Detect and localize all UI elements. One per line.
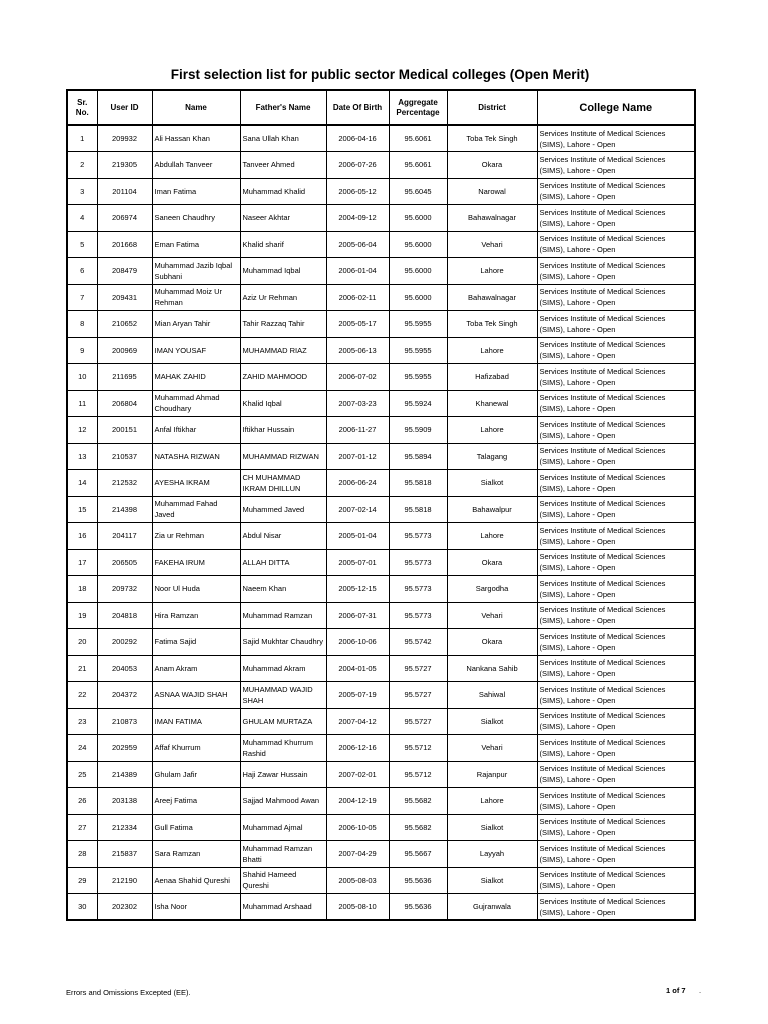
table-row — [67, 629, 695, 656]
cell-date-of-birth: 2007-04-29 — [326, 841, 389, 868]
cell-fathers-name: Muhammad Ajmal — [240, 814, 326, 841]
cell-aggregate-percentage: 95.5727 — [389, 655, 447, 682]
cell-district: Vehari — [447, 735, 537, 762]
cell-user-id: 201104 — [97, 178, 152, 205]
cell-sr-no: 28 — [67, 841, 97, 868]
cell-district: Gujranwala — [447, 894, 537, 921]
cell-name: Muhammad Fahad Javed — [152, 496, 240, 523]
table-row — [67, 205, 695, 232]
cell-fathers-name: Aziz Ur Rehman — [240, 284, 326, 311]
cell-date-of-birth: 2006-05-12 — [326, 178, 389, 205]
page-title: First selection list for public sector Medical colleges (Open Merit) — [170, 67, 590, 82]
cell-date-of-birth: 2005-08-03 — [326, 867, 389, 894]
cell-name: Noor Ul Huda — [152, 576, 240, 603]
cell-user-id: 212334 — [97, 814, 152, 841]
cell-date-of-birth: 2006-04-16 — [326, 125, 389, 152]
cell-fathers-name: CH MUHAMMAD IKRAM DHILLUN — [240, 470, 326, 497]
cell-aggregate-percentage: 95.5955 — [389, 364, 447, 391]
cell-district: Toba Tek Singh — [447, 125, 537, 152]
cell-district: Lahore — [447, 337, 537, 364]
table-row — [67, 443, 695, 470]
cell-district: Rajanpur — [447, 761, 537, 788]
table-row — [67, 655, 695, 682]
table-header-row — [67, 90, 695, 125]
cell-user-id: 219305 — [97, 152, 152, 179]
cell-date-of-birth: 2007-01-12 — [326, 443, 389, 470]
cell-sr-no: 16 — [67, 523, 97, 550]
cell-district: Nankana Sahib — [447, 655, 537, 682]
cell-user-id: 203138 — [97, 788, 152, 815]
cell-aggregate-percentage: 95.6061 — [389, 125, 447, 152]
cell-fathers-name: MUHAMMAD RIAZ — [240, 337, 326, 364]
cell-district: Sialkot — [447, 814, 537, 841]
cell-name: Zia ur Rehman — [152, 523, 240, 550]
cell-name: Affaf Khurrum — [152, 735, 240, 762]
table-row — [67, 125, 695, 152]
cell-user-id: 208479 — [97, 258, 152, 285]
cell-aggregate-percentage: 95.6000 — [389, 231, 447, 258]
cell-fathers-name: ALLAH DITTA — [240, 549, 326, 576]
cell-name: Ghulam Jafir — [152, 761, 240, 788]
cell-aggregate-percentage: 95.5894 — [389, 443, 447, 470]
header-aggregate-percentage: Aggregate Percentage — [389, 90, 447, 125]
page-number: 1 of 7 — [666, 986, 686, 995]
cell-sr-no: 4 — [67, 205, 97, 232]
cell-sr-no: 29 — [67, 867, 97, 894]
cell-fathers-name: Muhammad Akram — [240, 655, 326, 682]
table-row — [67, 178, 695, 205]
cell-sr-no: 5 — [67, 231, 97, 258]
header-sr-no: Sr. No. — [67, 90, 97, 125]
cell-date-of-birth: 2005-01-04 — [326, 523, 389, 550]
header-fathers-name: Father's Name — [240, 90, 326, 125]
selection-table — [66, 89, 696, 921]
cell-fathers-name: Abdul Nisar — [240, 523, 326, 550]
cell-name: Aenaa Shahid Qureshi — [152, 867, 240, 894]
cell-date-of-birth: 2006-07-02 — [326, 364, 389, 391]
table-row — [67, 761, 695, 788]
cell-fathers-name: Naseer Akhtar — [240, 205, 326, 232]
cell-district: Khanewal — [447, 390, 537, 417]
cell-college-name: Services Institute of Medical Sciences (SIMS), Lahore - Open — [537, 417, 695, 444]
cell-aggregate-percentage: 95.5924 — [389, 390, 447, 417]
cell-fathers-name: Khalid sharif — [240, 231, 326, 258]
cell-name: Abdullah Tanveer — [152, 152, 240, 179]
cell-name: Iman Fatima — [152, 178, 240, 205]
table-row — [67, 841, 695, 868]
cell-district: Sahiwal — [447, 682, 537, 709]
cell-name: Mian Aryan Tahir — [152, 311, 240, 338]
cell-name: Saneen Chaudhry — [152, 205, 240, 232]
table-row — [67, 258, 695, 285]
cell-college-name: Services Institute of Medical Sciences (SIMS), Lahore - Open — [537, 258, 695, 285]
cell-date-of-birth: 2004-12-19 — [326, 788, 389, 815]
cell-aggregate-percentage: 95.6000 — [389, 205, 447, 232]
cell-fathers-name: Iftikhar Hussain — [240, 417, 326, 444]
cell-fathers-name: Muhammad Arshaad — [240, 894, 326, 921]
cell-user-id: 214389 — [97, 761, 152, 788]
cell-fathers-name: Sajid Mukhtar Chaudhry — [240, 629, 326, 656]
cell-date-of-birth: 2006-12-16 — [326, 735, 389, 762]
cell-fathers-name: Shahid Hameed Qureshi — [240, 867, 326, 894]
cell-name: Areej Fatima — [152, 788, 240, 815]
table-row — [67, 788, 695, 815]
cell-district: Sialkot — [447, 708, 537, 735]
cell-user-id: 206505 — [97, 549, 152, 576]
cell-name: ASNAA WAJID SHAH — [152, 682, 240, 709]
table-row — [67, 311, 695, 338]
cell-user-id: 210537 — [97, 443, 152, 470]
cell-fathers-name: Naeem Khan — [240, 576, 326, 603]
table-row — [67, 894, 695, 921]
table-row — [67, 602, 695, 629]
cell-college-name: Services Institute of Medical Sciences (SIMS), Lahore - Open — [537, 125, 695, 152]
table-row — [67, 231, 695, 258]
cell-college-name: Services Institute of Medical Sciences (SIMS), Lahore - Open — [537, 682, 695, 709]
cell-aggregate-percentage: 95.5682 — [389, 788, 447, 815]
cell-user-id: 204372 — [97, 682, 152, 709]
cell-college-name: Services Institute of Medical Sciences (SIMS), Lahore - Open — [537, 152, 695, 179]
cell-sr-no: 10 — [67, 364, 97, 391]
cell-college-name: Services Institute of Medical Sciences (SIMS), Lahore - Open — [537, 284, 695, 311]
cell-aggregate-percentage: 95.6000 — [389, 258, 447, 285]
cell-fathers-name: Tanveer Ahmed — [240, 152, 326, 179]
cell-sr-no: 17 — [67, 549, 97, 576]
cell-district: Okara — [447, 629, 537, 656]
cell-college-name: Services Institute of Medical Sciences (SIMS), Lahore - Open — [537, 390, 695, 417]
cell-college-name: Services Institute of Medical Sciences (SIMS), Lahore - Open — [537, 443, 695, 470]
cell-name: Eman Fatima — [152, 231, 240, 258]
cell-aggregate-percentage: 95.5773 — [389, 523, 447, 550]
cell-sr-no: 9 — [67, 337, 97, 364]
cell-date-of-birth: 2006-07-26 — [326, 152, 389, 179]
table-row — [67, 337, 695, 364]
cell-district: Vehari — [447, 231, 537, 258]
cell-district: Vehari — [447, 602, 537, 629]
cell-fathers-name: MUHAMMAD RIZWAN — [240, 443, 326, 470]
cell-name: Muhammad Moiz Ur Rehman — [152, 284, 240, 311]
cell-user-id: 200292 — [97, 629, 152, 656]
cell-fathers-name: Muhammad Ramzan Bhatti — [240, 841, 326, 868]
header-district: District — [447, 90, 537, 125]
cell-college-name: Services Institute of Medical Sciences (SIMS), Lahore - Open — [537, 231, 695, 258]
cell-user-id: 200969 — [97, 337, 152, 364]
cell-user-id: 204053 — [97, 655, 152, 682]
table-row — [67, 814, 695, 841]
cell-name: NATASHA RIZWAN — [152, 443, 240, 470]
cell-college-name: Services Institute of Medical Sciences (SIMS), Lahore - Open — [537, 788, 695, 815]
cell-fathers-name: Khalid Iqbal — [240, 390, 326, 417]
cell-sr-no: 21 — [67, 655, 97, 682]
cell-user-id: 212532 — [97, 470, 152, 497]
cell-date-of-birth: 2007-02-14 — [326, 496, 389, 523]
cell-aggregate-percentage: 95.5909 — [389, 417, 447, 444]
cell-college-name: Services Institute of Medical Sciences (SIMS), Lahore - Open — [537, 602, 695, 629]
cell-aggregate-percentage: 95.5742 — [389, 629, 447, 656]
cell-aggregate-percentage: 95.5955 — [389, 311, 447, 338]
cell-sr-no: 23 — [67, 708, 97, 735]
header-college-name: College Name — [537, 90, 695, 125]
cell-name: Anam Akram — [152, 655, 240, 682]
cell-district: Lahore — [447, 417, 537, 444]
cell-sr-no: 24 — [67, 735, 97, 762]
cell-college-name: Services Institute of Medical Sciences (SIMS), Lahore - Open — [537, 470, 695, 497]
cell-district: Bahawalnagar — [447, 284, 537, 311]
cell-date-of-birth: 2006-07-31 — [326, 602, 389, 629]
cell-name: IMAN FATIMA — [152, 708, 240, 735]
footer-disclaimer: Errors and Omissions Excepted (EE). — [66, 988, 191, 997]
cell-college-name: Services Institute of Medical Sciences (SIMS), Lahore - Open — [537, 311, 695, 338]
cell-aggregate-percentage: 95.6045 — [389, 178, 447, 205]
cell-date-of-birth: 2005-06-13 — [326, 337, 389, 364]
cell-name: FAKEHA IRUM — [152, 549, 240, 576]
cell-date-of-birth: 2006-01-04 — [326, 258, 389, 285]
cell-sr-no: 19 — [67, 602, 97, 629]
cell-sr-no: 2 — [67, 152, 97, 179]
table-row — [67, 152, 695, 179]
cell-college-name: Services Institute of Medical Sciences (SIMS), Lahore - Open — [537, 708, 695, 735]
cell-district: Sialkot — [447, 470, 537, 497]
cell-name: Gull Fatima — [152, 814, 240, 841]
cell-user-id: 210652 — [97, 311, 152, 338]
cell-user-id: 204117 — [97, 523, 152, 550]
header-date-of-birth: Date Of Birth — [326, 90, 389, 125]
cell-date-of-birth: 2007-02-01 — [326, 761, 389, 788]
table-row — [67, 390, 695, 417]
cell-date-of-birth: 2006-02-11 — [326, 284, 389, 311]
cell-district: Sialkot — [447, 867, 537, 894]
cell-name: Ali Hassan Khan — [152, 125, 240, 152]
cell-name: MAHAK ZAHID — [152, 364, 240, 391]
cell-name: Muhammad Ahmad Choudhary — [152, 390, 240, 417]
cell-name: Fatima Sajid — [152, 629, 240, 656]
cell-district: Bahawalpur — [447, 496, 537, 523]
cell-college-name: Services Institute of Medical Sciences (SIMS), Lahore - Open — [537, 496, 695, 523]
cell-district: Okara — [447, 549, 537, 576]
cell-fathers-name: Muhammad Iqbal — [240, 258, 326, 285]
cell-sr-no: 8 — [67, 311, 97, 338]
cell-name: AYESHA IKRAM — [152, 470, 240, 497]
cell-aggregate-percentage: 95.5712 — [389, 761, 447, 788]
cell-user-id: 206974 — [97, 205, 152, 232]
cell-fathers-name: Muhammed Javed — [240, 496, 326, 523]
cell-date-of-birth: 2004-01-05 — [326, 655, 389, 682]
table-row — [67, 682, 695, 709]
cell-aggregate-percentage: 95.5727 — [389, 708, 447, 735]
cell-aggregate-percentage: 95.6000 — [389, 284, 447, 311]
cell-college-name: Services Institute of Medical Sciences (SIMS), Lahore - Open — [537, 549, 695, 576]
cell-aggregate-percentage: 95.5955 — [389, 337, 447, 364]
cell-aggregate-percentage: 95.5636 — [389, 894, 447, 921]
cell-date-of-birth: 2006-10-06 — [326, 629, 389, 656]
cell-user-id: 201668 — [97, 231, 152, 258]
table-row — [67, 549, 695, 576]
cell-aggregate-percentage: 95.5773 — [389, 576, 447, 603]
cell-user-id: 215837 — [97, 841, 152, 868]
table-row — [67, 576, 695, 603]
cell-date-of-birth: 2007-03-23 — [326, 390, 389, 417]
cell-aggregate-percentage: 95.5712 — [389, 735, 447, 762]
cell-district: Lahore — [447, 258, 537, 285]
cell-date-of-birth: 2005-06-04 — [326, 231, 389, 258]
cell-user-id: 209431 — [97, 284, 152, 311]
cell-college-name: Services Institute of Medical Sciences (SIMS), Lahore - Open — [537, 629, 695, 656]
cell-name: IMAN YOUSAF — [152, 337, 240, 364]
cell-sr-no: 25 — [67, 761, 97, 788]
header-user-id: User ID — [97, 90, 152, 125]
cell-date-of-birth: 2004-09-12 — [326, 205, 389, 232]
cell-user-id: 214398 — [97, 496, 152, 523]
table-row — [67, 708, 695, 735]
cell-district: Narowal — [447, 178, 537, 205]
cell-date-of-birth: 2006-10-05 — [326, 814, 389, 841]
cell-college-name: Services Institute of Medical Sciences (SIMS), Lahore - Open — [537, 576, 695, 603]
cell-name: Anfal Iftikhar — [152, 417, 240, 444]
cell-user-id: 202302 — [97, 894, 152, 921]
cell-sr-no: 1 — [67, 125, 97, 152]
cell-name: Isha Noor — [152, 894, 240, 921]
cell-user-id: 200151 — [97, 417, 152, 444]
table-row — [67, 735, 695, 762]
footer-dot: . — [699, 986, 702, 995]
cell-college-name: Services Institute of Medical Sciences (SIMS), Lahore - Open — [537, 735, 695, 762]
cell-user-id: 210873 — [97, 708, 152, 735]
cell-aggregate-percentage: 95.5636 — [389, 867, 447, 894]
cell-date-of-birth: 2007-04-12 — [326, 708, 389, 735]
cell-fathers-name: Muhammad Ramzan — [240, 602, 326, 629]
cell-date-of-birth: 2005-08-10 — [326, 894, 389, 921]
cell-sr-no: 6 — [67, 258, 97, 285]
cell-date-of-birth: 2005-05-17 — [326, 311, 389, 338]
cell-sr-no: 30 — [67, 894, 97, 921]
cell-name: Sara Ramzan — [152, 841, 240, 868]
cell-aggregate-percentage: 95.5682 — [389, 814, 447, 841]
cell-sr-no: 20 — [67, 629, 97, 656]
cell-college-name: Services Institute of Medical Sciences (SIMS), Lahore - Open — [537, 867, 695, 894]
cell-sr-no: 27 — [67, 814, 97, 841]
cell-college-name: Services Institute of Medical Sciences (SIMS), Lahore - Open — [537, 761, 695, 788]
cell-date-of-birth: 2005-12-15 — [326, 576, 389, 603]
cell-sr-no: 22 — [67, 682, 97, 709]
cell-district: Sargodha — [447, 576, 537, 603]
cell-aggregate-percentage: 95.5818 — [389, 496, 447, 523]
table-row — [67, 284, 695, 311]
cell-fathers-name: MUHAMMAD WAJID SHAH — [240, 682, 326, 709]
cell-college-name: Services Institute of Medical Sciences (SIMS), Lahore - Open — [537, 178, 695, 205]
cell-fathers-name: Muhammad Khalid — [240, 178, 326, 205]
cell-user-id: 209932 — [97, 125, 152, 152]
cell-date-of-birth: 2006-11-27 — [326, 417, 389, 444]
cell-district: Hafizabad — [447, 364, 537, 391]
table-body — [67, 125, 695, 920]
cell-date-of-birth: 2005-07-19 — [326, 682, 389, 709]
cell-date-of-birth: 2006-06-24 — [326, 470, 389, 497]
cell-college-name: Services Institute of Medical Sciences (SIMS), Lahore - Open — [537, 523, 695, 550]
cell-fathers-name: GHULAM MURTAZA — [240, 708, 326, 735]
cell-college-name: Services Institute of Medical Sciences (SIMS), Lahore - Open — [537, 337, 695, 364]
cell-fathers-name: Muhammad Khurrum Rashid — [240, 735, 326, 762]
cell-sr-no: 26 — [67, 788, 97, 815]
cell-sr-no: 13 — [67, 443, 97, 470]
cell-district: Talagang — [447, 443, 537, 470]
cell-user-id: 204818 — [97, 602, 152, 629]
cell-user-id: 212190 — [97, 867, 152, 894]
cell-fathers-name: Haji Zawar Hussain — [240, 761, 326, 788]
cell-college-name: Services Institute of Medical Sciences (SIMS), Lahore - Open — [537, 655, 695, 682]
cell-sr-no: 15 — [67, 496, 97, 523]
cell-college-name: Services Institute of Medical Sciences (SIMS), Lahore - Open — [537, 205, 695, 232]
table-row — [67, 417, 695, 444]
cell-sr-no: 14 — [67, 470, 97, 497]
cell-aggregate-percentage: 95.5773 — [389, 602, 447, 629]
table-row — [67, 470, 695, 497]
cell-name: Muhammad Jazib Iqbal Subhani — [152, 258, 240, 285]
cell-aggregate-percentage: 95.5773 — [389, 549, 447, 576]
cell-fathers-name: Sajjad Mahmood Awan — [240, 788, 326, 815]
cell-user-id: 211695 — [97, 364, 152, 391]
cell-college-name: Services Institute of Medical Sciences (SIMS), Lahore - Open — [537, 841, 695, 868]
cell-district: Lahore — [447, 788, 537, 815]
cell-user-id: 209732 — [97, 576, 152, 603]
table-row — [67, 523, 695, 550]
cell-user-id: 202959 — [97, 735, 152, 762]
cell-fathers-name: ZAHID MAHMOOD — [240, 364, 326, 391]
cell-sr-no: 12 — [67, 417, 97, 444]
cell-aggregate-percentage: 95.5667 — [389, 841, 447, 868]
table-row — [67, 867, 695, 894]
cell-aggregate-percentage: 95.5818 — [389, 470, 447, 497]
table-row — [67, 364, 695, 391]
header-name: Name — [152, 90, 240, 125]
cell-aggregate-percentage: 95.6061 — [389, 152, 447, 179]
cell-college-name: Services Institute of Medical Sciences (SIMS), Lahore - Open — [537, 814, 695, 841]
cell-college-name: Services Institute of Medical Sciences (SIMS), Lahore - Open — [537, 894, 695, 921]
cell-sr-no: 18 — [67, 576, 97, 603]
cell-fathers-name: Tahir Razzaq Tahir — [240, 311, 326, 338]
cell-college-name: Services Institute of Medical Sciences (SIMS), Lahore - Open — [537, 364, 695, 391]
cell-sr-no: 3 — [67, 178, 97, 205]
cell-sr-no: 11 — [67, 390, 97, 417]
table-row — [67, 496, 695, 523]
cell-fathers-name: Sana Ullah Khan — [240, 125, 326, 152]
cell-aggregate-percentage: 95.5727 — [389, 682, 447, 709]
cell-date-of-birth: 2005-07-01 — [326, 549, 389, 576]
cell-name: Hira Ramzan — [152, 602, 240, 629]
cell-sr-no: 7 — [67, 284, 97, 311]
cell-district: Lahore — [447, 523, 537, 550]
cell-user-id: 206804 — [97, 390, 152, 417]
cell-district: Layyah — [447, 841, 537, 868]
cell-district: Bahawalnagar — [447, 205, 537, 232]
cell-district: Toba Tek Singh — [447, 311, 537, 338]
cell-district: Okara — [447, 152, 537, 179]
